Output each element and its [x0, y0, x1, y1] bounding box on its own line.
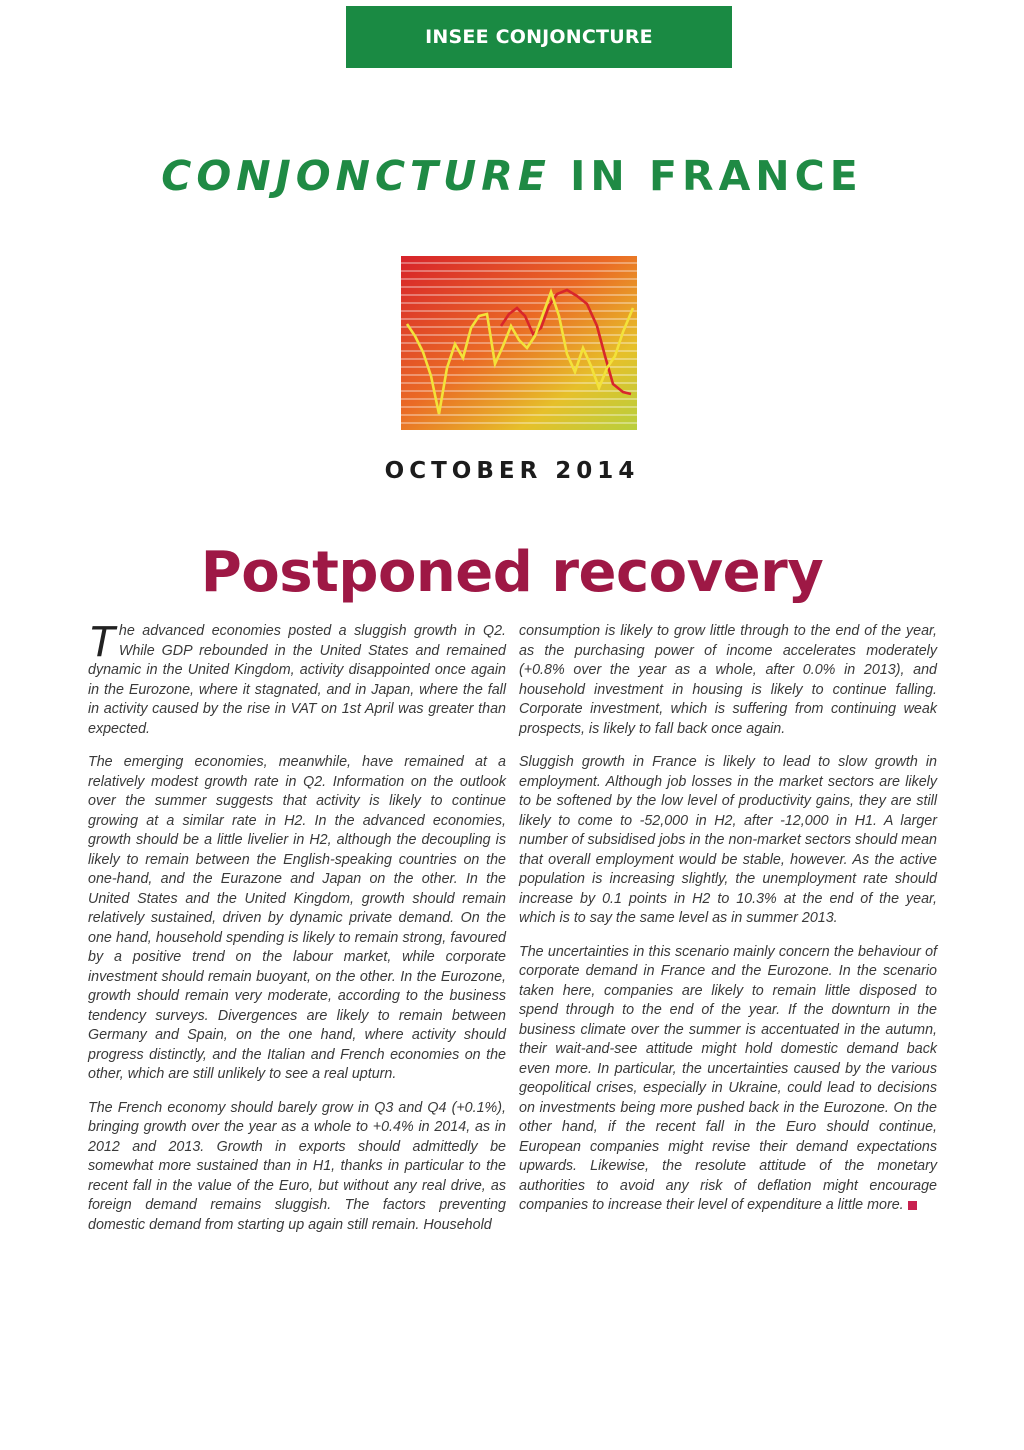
paragraph-text: The uncertainties in this scenario mainly concern the behaviour of corporate demand in France and the Eurozone. In the scenario taken here, companies are likely to remain little disposed to spend through to the end of the year. If the downturn in the business climate over the summer is accentuated in the autumn, their wait-and-see attitude might hold domestic demand back even more. In particular, the uncertainties caused by the various geopolitical crises, especially in Ukraine, could lead to decisions on investments being more pushed back in the Eurozone. On the other hand, if the recent fall in the Euro should continue, European companies might revise their demand expectations upwards. Likewise, the resolute attitude of the monetary authorities to avoid any risk of deflation might encourage companies to increase their level of expenditure a little more. — [519, 943, 937, 1213]
heading-in-france: IN FRANCE — [550, 152, 863, 200]
paragraph: The French economy should barely grow in Q3 and Q4 (+0.1%), bringing growth over the year as a whole to +0.4% in 2014, as in 2012 and 2013. Growth in exports should admittedly be somewhat more sustained than in H1, thanks in particular to the recent fall in the value of the Euro, but without any real drive, as foreign demand remains sluggish. The factors preventing domestic demand from starting up again still remain. Household — [88, 1099, 506, 1233]
paragraph-text: he advanced economies posted a sluggish growth in Q2. While GDP rebounded in the United States and remained dynamic in the United Kingdom, activity disappointed once again in the Eurozone, where it stagnated, and in Japan, where the fall in activity caused by the rise in VAT on 1st April was greater than expected. — [88, 623, 506, 737]
paragraph: Sluggish growth in France is likely to lead to slow growth in employment. Although job losses in the market sectors are likely to be softened by the low level of productivity gains, they are still likely to come to -52,000 in H2, after -12,000 in H1. A larger number of subsidised jobs in the non-market sectors should mean that overall employment would be stable, however. As the active population is increasing slightly, the unemployment rate should increase by 0.1 points in H2 to 10.3% at the end of the year, which is to say the same level as in summer 2013. — [519, 754, 937, 926]
drop-cap: T — [88, 617, 115, 666]
banner-label: INSEE CONJONCTURE — [425, 26, 653, 48]
cover-artwork — [401, 256, 637, 430]
heading-conjoncture: CONJONCTURE — [161, 152, 551, 200]
page-heading — [0, 152, 1024, 200]
issue-date: OCTOBER 2014 — [384, 458, 640, 484]
paragraph: consumption is likely to grow little through to the end of the year, as the purchasing power of income accelerates moderately (+0.8% over the year as a whole, after 0.0% in 2013), and household investment in housing is likely to continue falling. Corporate investment, which is suffering from continuing weak prospects, is likely to fall back once again. — [519, 623, 937, 737]
paragraph — [88, 617, 506, 739]
end-of-article-icon — [908, 1201, 917, 1210]
article-column-left — [88, 617, 506, 1249]
paragraph — [519, 943, 937, 1216]
paragraph: The emerging economies, meanwhile, have remained at a relatively modest growth rate in Q2. Information on the outlook over the summer suggests that activity is likely to continue growing at a similar rate in H2. In the advanced economies, growth should be a little livelier in H2, although the decoupling is likely to remain between the English-speaking countries on the one-hand, and the Eurazone and Japan on the other. In the United States and the United Kingdom, growth should remain relatively sustained, driven by dynamic private demand. On the one hand, household spending is likely to remain strong, favoured by a positive trend on the labour market, while corporate investment should remain buoyant, on the other. In the Eurozone, growth should remain very moderate, according to the business tendency surveys. Divergences are likely to remain between Germany and Spain, on the one hand, where activity should progress distinctly, and the Italian and French economies on the other, which are still unlikely to see a real upturn. — [88, 754, 506, 1082]
article-title: Postponed recovery — [200, 540, 824, 605]
publication-banner — [346, 6, 732, 68]
article-column-right — [519, 622, 937, 1230]
